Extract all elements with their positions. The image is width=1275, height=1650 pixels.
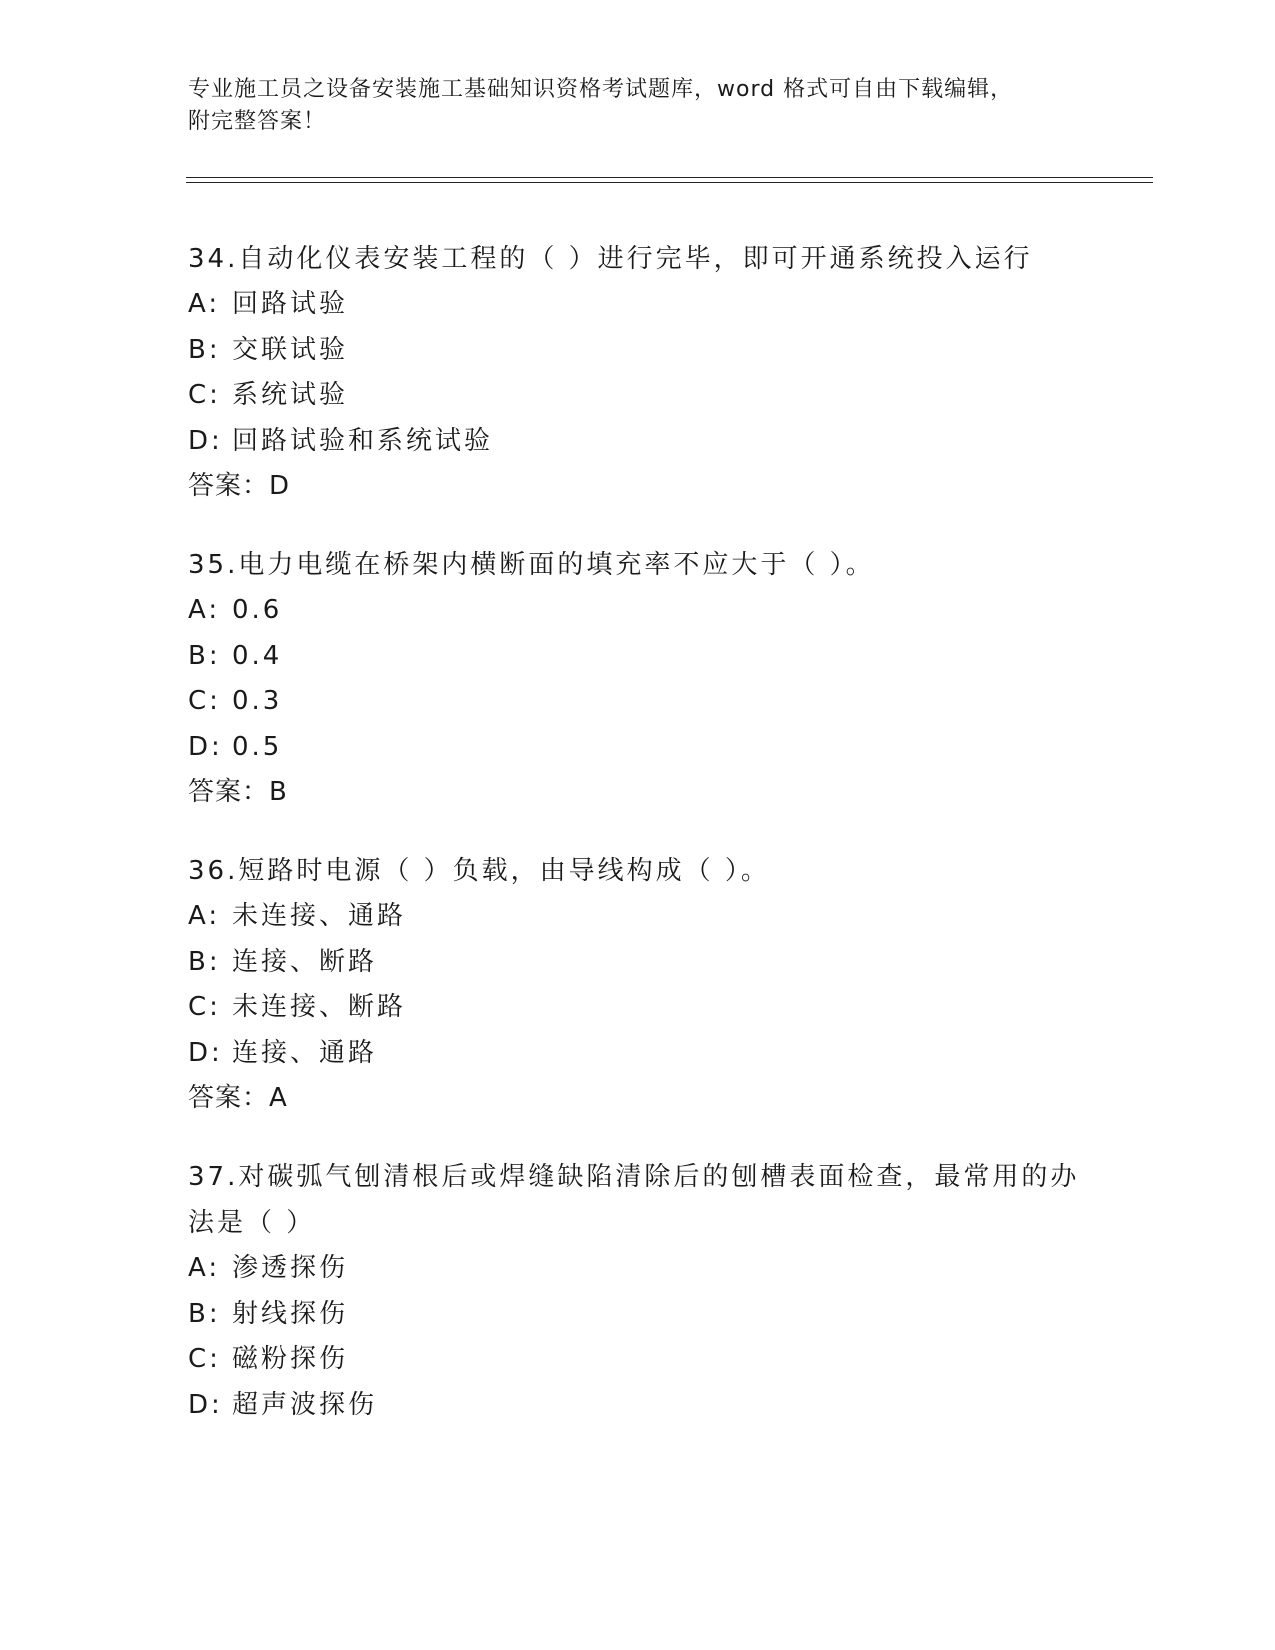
question-text: 37.对碳弧气刨清根后或焊缝缺陷清除后的刨槽表面检查，最常用的办 xyxy=(188,1162,1080,1192)
option-text: 未连接、断路 xyxy=(232,992,407,1022)
option-text: 0.5 xyxy=(232,731,283,762)
answer-option xyxy=(188,940,1088,986)
header-line-2: 附完整答案！ xyxy=(188,109,327,134)
answer-key: 答案：B xyxy=(188,777,288,807)
question-list xyxy=(188,236,1088,1462)
option-letter: D: xyxy=(188,731,223,762)
option-text: 未连接、通路 xyxy=(232,901,407,931)
option-letter: C: xyxy=(188,992,221,1022)
option-text: 连接、通路 xyxy=(232,1037,378,1068)
option-text: 渗透探伤 xyxy=(232,1253,349,1283)
question-text: 法是（ ） xyxy=(188,1208,316,1238)
option-text: 0.3 xyxy=(232,686,283,716)
option-letter: A: xyxy=(188,901,221,931)
option-text: 交联试验 xyxy=(232,334,349,365)
answer-option xyxy=(188,328,1088,374)
question-text: 35.电力电缆在桥架内横断面的填充率不应大于（ ）。 xyxy=(188,550,875,580)
option-text: 射线探伤 xyxy=(232,1298,349,1329)
option-letter: D: xyxy=(188,1389,223,1420)
option-letter: A: xyxy=(188,289,221,319)
answer-option xyxy=(188,725,1088,771)
option-letter: C: xyxy=(188,380,221,410)
header-divider-bottom xyxy=(186,182,1153,183)
question-text: 36.短路时电源（ ）负载，由导线构成（ ）。 xyxy=(188,856,770,886)
option-letter: B: xyxy=(188,1298,221,1329)
option-text: 连接、断路 xyxy=(232,946,378,977)
option-letter: D: xyxy=(188,425,223,456)
option-letter: C: xyxy=(188,686,221,716)
question-block xyxy=(188,542,1088,814)
option-letter: C: xyxy=(188,1344,221,1374)
option-text: 回路试验 xyxy=(232,289,349,319)
option-letter: B: xyxy=(188,946,221,977)
answer-option xyxy=(188,588,1088,634)
header-line-1: 专业施工员之设备安装施工基础知识资格考试题库，word 格式可自由下载编辑， xyxy=(188,77,1014,102)
answer-option xyxy=(188,1383,1088,1429)
option-text: 超声波探伤 xyxy=(232,1389,378,1420)
answer-option xyxy=(188,282,1088,328)
question-block xyxy=(188,848,1088,1120)
answer-option xyxy=(188,1246,1088,1292)
answer-option xyxy=(188,373,1088,419)
option-text: 0.4 xyxy=(232,640,283,671)
answer-option xyxy=(188,1031,1088,1077)
header-divider-top xyxy=(186,177,1153,178)
answer-option xyxy=(188,679,1088,725)
answer-option xyxy=(188,419,1088,465)
question-text: 34.自动化仪表安装工程的（ ）进行完毕，即可开通系统投入运行 xyxy=(188,244,1033,274)
answer-option xyxy=(188,894,1088,940)
option-letter: D: xyxy=(188,1037,223,1068)
option-text: 0.6 xyxy=(232,595,283,625)
option-letter: B: xyxy=(188,334,221,365)
option-text: 系统试验 xyxy=(232,380,349,410)
answer-option xyxy=(188,1292,1088,1338)
option-text: 回路试验和系统试验 xyxy=(232,425,494,456)
document-header xyxy=(188,74,1088,138)
question-block xyxy=(188,1154,1088,1428)
answer-option xyxy=(188,985,1088,1031)
option-text: 磁粉探伤 xyxy=(232,1344,349,1374)
question-block xyxy=(188,236,1088,508)
answer-key: 答案：A xyxy=(188,1083,288,1113)
option-letter: A: xyxy=(188,595,221,625)
answer-option xyxy=(188,1337,1088,1383)
answer-option xyxy=(188,634,1088,680)
answer-key: 答案：D xyxy=(188,471,291,501)
option-letter: A: xyxy=(188,1253,221,1283)
option-letter: B: xyxy=(188,640,221,671)
